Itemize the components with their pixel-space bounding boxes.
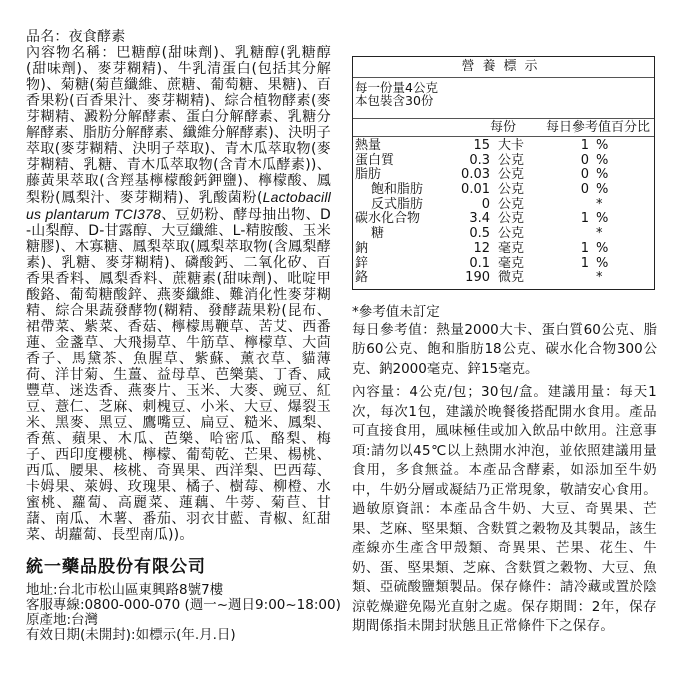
nutrition-row — [355, 183, 652, 198]
serving-size: 每一份量4公克 — [355, 80, 438, 95]
daily-pct-value: 0 — [580, 152, 589, 168]
nutrition-column-header — [353, 119, 654, 137]
nutrition-row — [355, 242, 652, 257]
daily-pct-value: 1 — [580, 255, 589, 271]
product-name: 品名：夜食酵素 — [26, 29, 126, 45]
nutrient-unit: 大卡 — [498, 138, 525, 153]
daily-pct-symbol: % — [596, 152, 609, 168]
nutrient-name: 鉻 — [355, 270, 369, 286]
daily-pct-symbol: * — [596, 196, 603, 212]
nutrition-row — [355, 139, 652, 154]
nutrient-value: 0.01 — [461, 182, 490, 198]
nutrient-value: 190 — [465, 270, 490, 286]
nutrient-name: 熱量 — [355, 138, 382, 153]
nutrient-name: 碳水化合物 — [355, 211, 421, 227]
daily-pct-symbol: % — [596, 138, 609, 153]
daily-pct-symbol: % — [596, 211, 609, 227]
nutrient-value: 3.4 — [469, 211, 490, 227]
nutrient-value: 0 — [481, 196, 490, 212]
address: 地址:台北市松山區東興路8號7樓 — [26, 582, 224, 598]
nutrient-unit: 公克 — [498, 167, 525, 183]
col-per-serving: 每份 — [490, 120, 517, 135]
servings-per-pack: 本包裝含30份 — [355, 93, 434, 108]
daily-pct-value: 1 — [580, 240, 589, 256]
hotline: 客服專線:0800-000-070 (週一~週日9:00~18:00) — [26, 597, 341, 613]
daily-pct-symbol: % — [596, 255, 609, 271]
nutrition-row — [355, 227, 652, 242]
product-label-left — [26, 29, 341, 643]
ingredients-text: 內容物名稱：巴糖醇(甜味劑)、乳糖醇(乳糖醇(甜味劑)、麥芽糊精)、牛乳清蛋白(包括其分解物)、菊糖(菊苣纖維、蔗糖、葡萄糖、果糖)、百香果粉(百香果汁、麥芽糊精)、綜合植物酵素(麥芽糊精、澱粉分解酵素、蛋白分解酵素、乳糖分解酵素、脂肪分解酵素、纖維分解酵素)、決明子萃取(麥芽糊精、決明子萃取)、青木瓜萃取物(麥芽糊精、乳糖、青木瓜萃取物(含青木瓜酵素))、藤黃果萃取(含羥基檸檬酸鈣鉀鹽)、檸檬酸、鳳梨粉(鳳梨汁、麥芽糊精)、乳酸菌粉( — [26, 45, 331, 206]
nutrient-unit: 公克 — [498, 226, 525, 242]
company-name: 統一藥品股份有限公司 — [26, 557, 206, 577]
daily-reference: 每日參考值：熱量2000大卡、蛋白質60公克、脂肪60公克、飽和脂肪18公克、碳水化合物300公克、鈉2000毫克、鋅15毫克。 — [352, 321, 657, 377]
nutrient-unit: 公克 — [498, 196, 525, 212]
nutrition-title: 營養標示 — [353, 57, 654, 78]
daily-pct-value: 1 — [580, 138, 589, 153]
contact-info — [26, 582, 341, 643]
ingredients-block — [26, 29, 331, 543]
expiry: 有效日期(未開封):如標示(年.月.日) — [26, 627, 236, 643]
nutrient-name: 飽和脂肪 — [371, 182, 424, 198]
nutrient-unit: 微克 — [498, 270, 525, 286]
nutrient-unit: 公克 — [498, 182, 525, 198]
nutrient-name: 鋅 — [355, 255, 369, 271]
nutrient-value: 15 — [473, 138, 490, 153]
col-daily-pct: 每日參考值百分比 — [546, 120, 651, 135]
usage-instructions: 內容量：4公克/包；30包/盒。建議用量：每天1次，每次1包，建議於晚餐後搭配開水食用。產品可直接食用，風味極佳或加入飲品中飲用。注意事項:請勿以45℃以上熱開水沖泡，並依照建議用量食用，多食無益。本產品含酵素，如添加至牛奶中，牛奶分層或凝結乃正常現象，敬請安心食用。過敏原資訊：本產品含牛奶、大豆、奇異果、芒果、芝麻、堅果類、含麩質之穀物及其製品，該生產線亦生產含甲殼類、奇異果、芒果、花生、牛奶、蛋、堅果類、芝麻、含麩質之穀物、大豆、魚類、亞硫酸鹽類製品。保存條件：請冷藏或置於陰涼乾燥避免陽光直射之處。保存期間：2年，保存期間係指未開封狀態且正常條件下之保存。 — [352, 384, 657, 635]
nutrient-name: 反式脂肪 — [371, 196, 424, 212]
asterisk-note: *參考值未訂定 — [352, 303, 440, 320]
nutrient-name: 脂肪 — [355, 167, 382, 183]
nutrient-value: 0.3 — [469, 152, 490, 168]
nutrient-name: 蛋白質 — [355, 152, 395, 168]
ingredients-text-cont: 、豆奶粉、酵母抽出物、D-山梨醇、D-甘露醇、大豆纖維、L-精胺酸、玉米糖膠)、木寡糖、鳳梨萃取(鳳梨萃取物(含鳳梨酵素)、乳糖、麥芽糊精)、磷酸鈣、二氧化矽、百香果香料、鳳梨香料、蔗糖素(甜味劑)、吡啶甲酸鉻、葡萄糖酸鋅、燕麥纖維、難消化性麥芽糊精、綜合果蔬發酵物(糊精、發酵蔬果粉(昆布、裙帶菜、紫菜、香菇、檸檬馬鞭草、苦艾、西番蓮、金盞草、大飛揚草、牛筋草、檸檬草、大茴香子、馬黛茶、魚腥草、紫蘇、薰衣草、貓薄荷、洋甘菊、生薑、益母草、芭樂葉、丁香、咸豐草、迷迭香、燕麥片、玉米、大麥、豌豆、紅豆、薏仁、芝麻、刺槐豆、小米、大豆、爆裂玉米、黑麥、黑豆、鷹嘴豆、扁豆、糙米、鳳梨、香蕉、蘋果、木瓜、芭樂、哈密瓜、酪梨、梅子、西印度櫻桃、檸檬、葡萄乾、芒果、楊桃、西瓜、腰果、核桃、奇異果、西洋梨、巴西莓、卡姆果、萊姆、玫瑰果、橘子、樹莓、柳橙、水蜜桃、蘿蔔、高麗菜、蓮藕、牛蒡、菊苣、甘藷、南瓜、木薯、番茄、羽衣甘藍、青椒、紅甜菜、胡蘿蔔、長型南瓜))。 — [26, 207, 331, 543]
nutrient-unit: 公克 — [498, 152, 525, 168]
daily-pct-symbol: * — [596, 270, 603, 286]
nutrient-unit: 公克 — [498, 211, 525, 227]
nutrition-row — [355, 168, 652, 183]
nutrient-unit: 毫克 — [498, 255, 525, 271]
label-notes — [352, 304, 657, 637]
nutrition-row — [355, 271, 652, 286]
serving-info — [353, 78, 654, 119]
daily-pct-symbol: % — [596, 240, 609, 256]
nutrient-value: 0.5 — [469, 226, 490, 242]
nutrient-unit: 毫克 — [498, 240, 525, 256]
daily-pct-symbol: * — [596, 226, 603, 242]
nutrient-value: 0.03 — [461, 167, 490, 183]
nutrient-value: 12 — [473, 240, 490, 256]
daily-pct-value: 1 — [580, 211, 589, 227]
daily-pct-symbol: % — [596, 182, 609, 198]
nutrient-name: 鈉 — [355, 240, 369, 256]
origin: 原產地:台灣 — [26, 612, 99, 628]
nutrient-value: 0.1 — [469, 255, 490, 271]
daily-pct-value: 0 — [580, 167, 589, 183]
nutrition-row — [355, 257, 652, 272]
daily-pct-symbol: % — [596, 167, 609, 183]
nutrient-name: 糖 — [371, 226, 385, 242]
probiotic-strain: Lactobacillus plantarum TCI378 — [26, 189, 331, 222]
nutrition-row — [355, 212, 652, 227]
product-label-right — [352, 56, 657, 637]
daily-pct-value: 0 — [580, 182, 589, 198]
nutrition-table — [352, 56, 655, 290]
nutrition-rows — [353, 137, 654, 289]
